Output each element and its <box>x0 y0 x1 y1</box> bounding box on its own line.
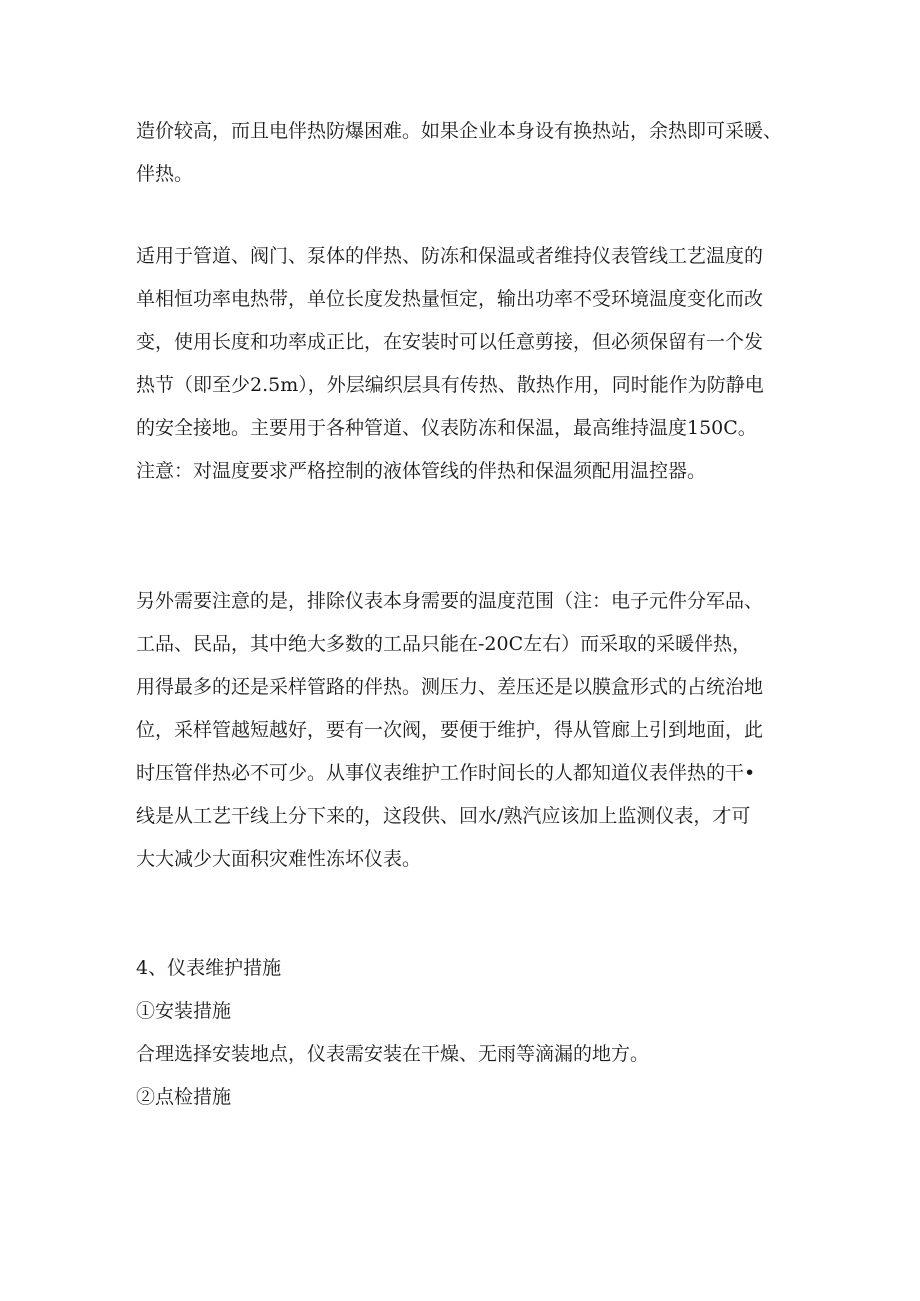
paragraph-sampling-heat-tracing <box>136 580 796 881</box>
text-line: 位，采样管越短越好，要有一次阀，要便于维护，得从管廊上引到地面，此 <box>136 719 764 741</box>
subheading-install: ①安装措施 <box>136 1000 232 1022</box>
text-line: 变，使用长度和功率成正比，在安装时可以任意剪接，但必须保留有一个发 <box>136 331 764 353</box>
paragraph-heating-tape <box>136 235 796 493</box>
text-line: 的安全接地。主要用于各种管道、仪表防冻和保温，最高维持温度150C。 <box>136 417 757 439</box>
text-line: 造价较高，而且电伴热防爆困难。如果企业本身设有换热站，余热即可采暖、 <box>136 120 783 142</box>
text-line: 大大减少大面积灾难性冻坏仪表。 <box>136 848 422 870</box>
text-line: 热节（即至少2.5m），外层编织层具有传热、散热作用，同时能作为防静电 <box>136 374 764 396</box>
subheading-check: ②点检措施 <box>136 1086 232 1108</box>
paragraph-heat-station <box>136 110 796 196</box>
text-line: 适用于管道、阀门、泵体的伴热、防冻和保温或者维持仪表管线工艺温度的 <box>136 245 764 267</box>
text-line: 用得最多的还是采样管路的伴热。测压力、差压还是以膜盒形式的占统治地 <box>136 676 764 698</box>
text-line: 时压管伴热必不可少。从事仪表维护工作时间长的人都知道仪表伴热的干• <box>136 762 756 784</box>
text-line: 注意：对温度要求严格控制的液体管线的伴热和保温须配用温控器。 <box>136 460 707 482</box>
text-line: 工品、民品，其中绝大多数的工品只能在-20C左右）而采取的采暖伴热， <box>136 633 752 655</box>
text-line: 另外需要注意的是，排除仪表本身需要的温度范围（注：电子元件分军品、 <box>136 590 764 612</box>
paragraph-install: 合理选择安装地点，仪表需安装在干燥、无雨等滴漏的地方。 <box>136 1043 650 1065</box>
section-heading-maintenance: 4、仪表维护措施 <box>136 957 282 979</box>
text-line: 单相恒功率电热带，单位长度发热量恒定，输出功率不受环境温度变化而改 <box>136 288 764 310</box>
text-line: 伴热。 <box>136 163 194 185</box>
text-line: 线是从工艺干线上分下来的，这段供、回水/熟汽应该加上监测仪表，才可 <box>136 805 751 827</box>
